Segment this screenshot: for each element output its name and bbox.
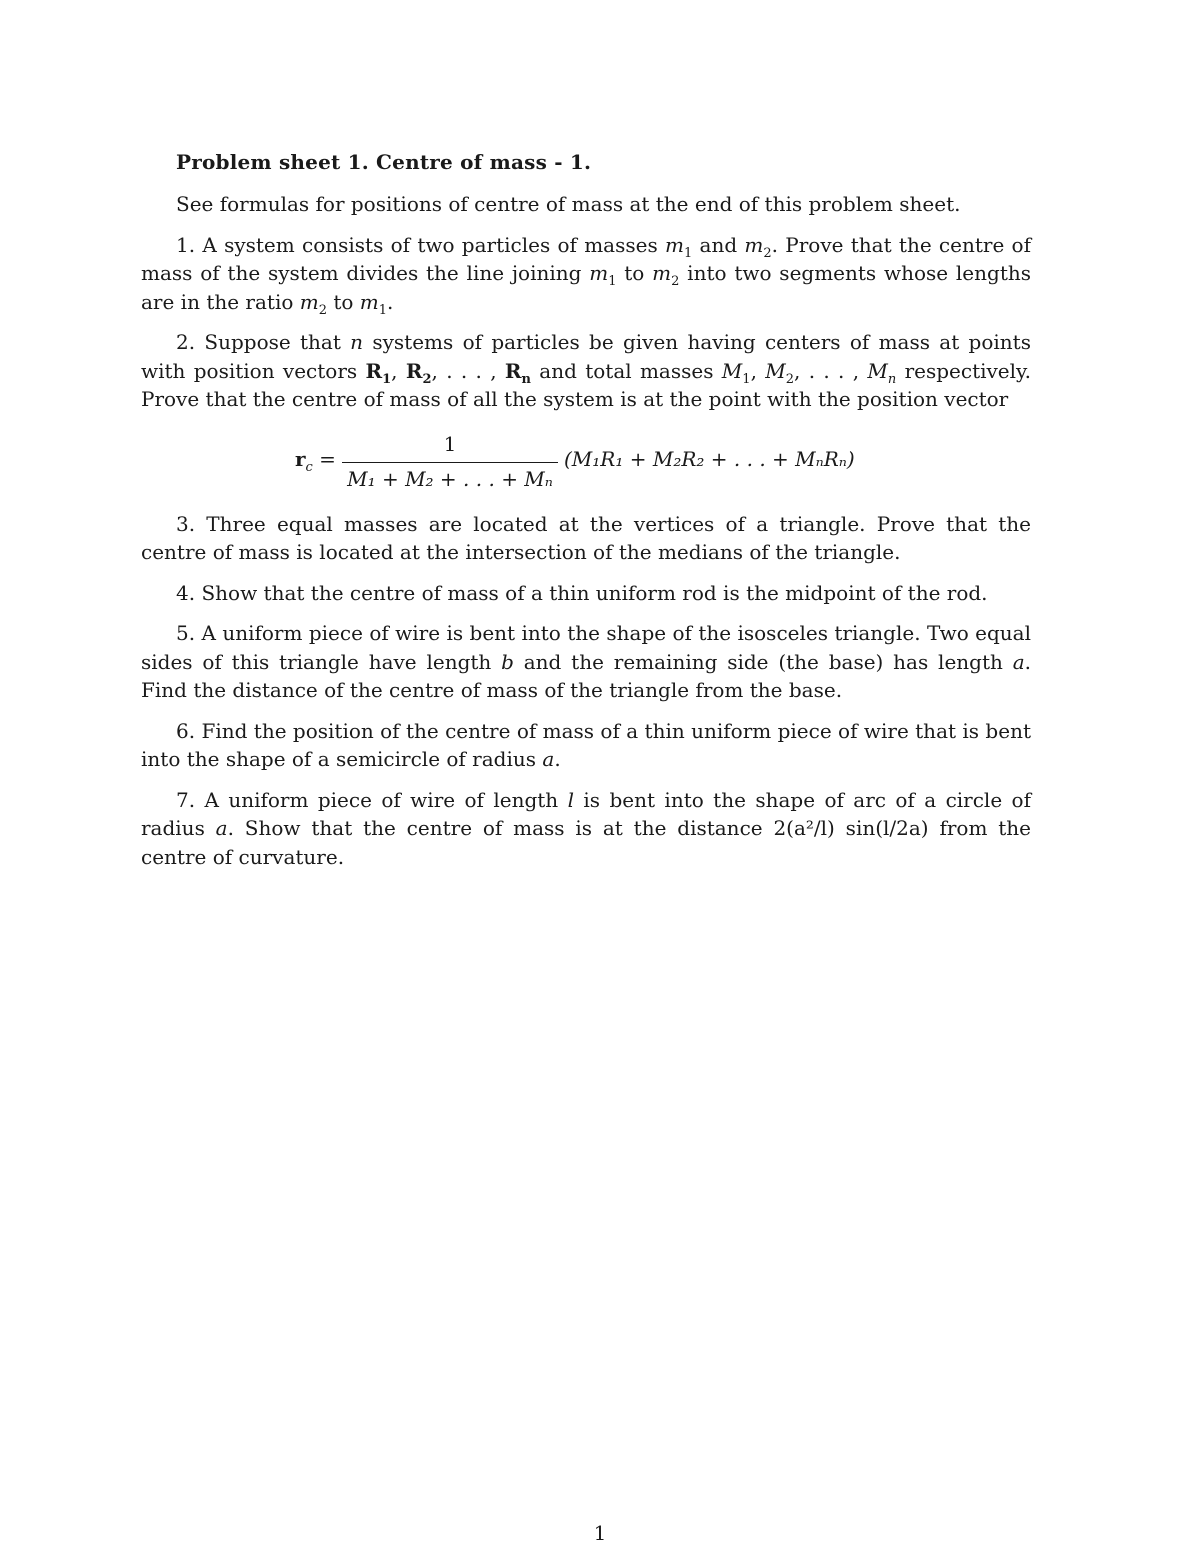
equation-rhs: (M₁R₁ + M₂R₂ + . . . + MₙRₙ) xyxy=(564,446,855,471)
document-page xyxy=(141,150,1031,871)
intro-text: See formulas for positions of centre of mass at the end of this problem sheet. xyxy=(176,192,961,216)
fraction-denominator: M₁ + M₂ + . . . + Mₙ xyxy=(347,466,553,491)
problem-2: 2. Suppose that n systems of particles be given having centers of mass at points with position vectors $R_1$, $R_2$, . . . , $R_n$ and total masses $M_1$, $M_2$, . . . , $M_n$ respectively. Prove that the centre of mass of all the system is at the point with the position vector xyxy=(141,330,1032,411)
centre-of-mass-equation xyxy=(141,432,1031,496)
fraction-numerator: 1 xyxy=(443,431,457,456)
equation-lhs: $r_c$ = xyxy=(295,446,336,475)
equation-fraction xyxy=(342,432,558,491)
problem-3: 3. Three equal masses are located at the vertices of a triangle. Prove that the centre of mass is located at the intersection of the medians of the triangle. xyxy=(141,511,1031,564)
page-title: Problem sheet 1. Centre of mass - 1. xyxy=(176,150,592,174)
problem-4: 4. Show that the centre of mass of a thin uniform rod is the midpoint of the rod. xyxy=(176,580,988,605)
fraction-bar xyxy=(342,462,558,463)
problem-6: 6. Find the position of the centre of mass of a thin uniform piece of wire that is bent into the shape of a semicircle of radius a. xyxy=(141,718,1031,771)
problem-7: 7. A uniform piece of wire of length l is bent into the shape of arc of a circle of radius a. Show that the centre of mass is at the distance 2(a²/l) sin(l/2a) from the centre of curvature. xyxy=(141,787,1032,869)
problem-1: 1. A system consists of two particles of masses $m_1$ and $m_2$. Prove that the centre of mass of the system divides the line joining $m_1$ to $m_2$ into two segments whose lengths are in the ratio $m_2$ to $m_1$. xyxy=(141,232,1031,318)
problem-5: 5. A uniform piece of wire is bent into the shape of the isosceles triangle. Two equal sides of this triangle have length b and the remaining side (the base) has length a. Find the distance of the centre of mass of the triangle from the base. xyxy=(141,621,1032,702)
page-number: 1 xyxy=(593,1521,607,1545)
